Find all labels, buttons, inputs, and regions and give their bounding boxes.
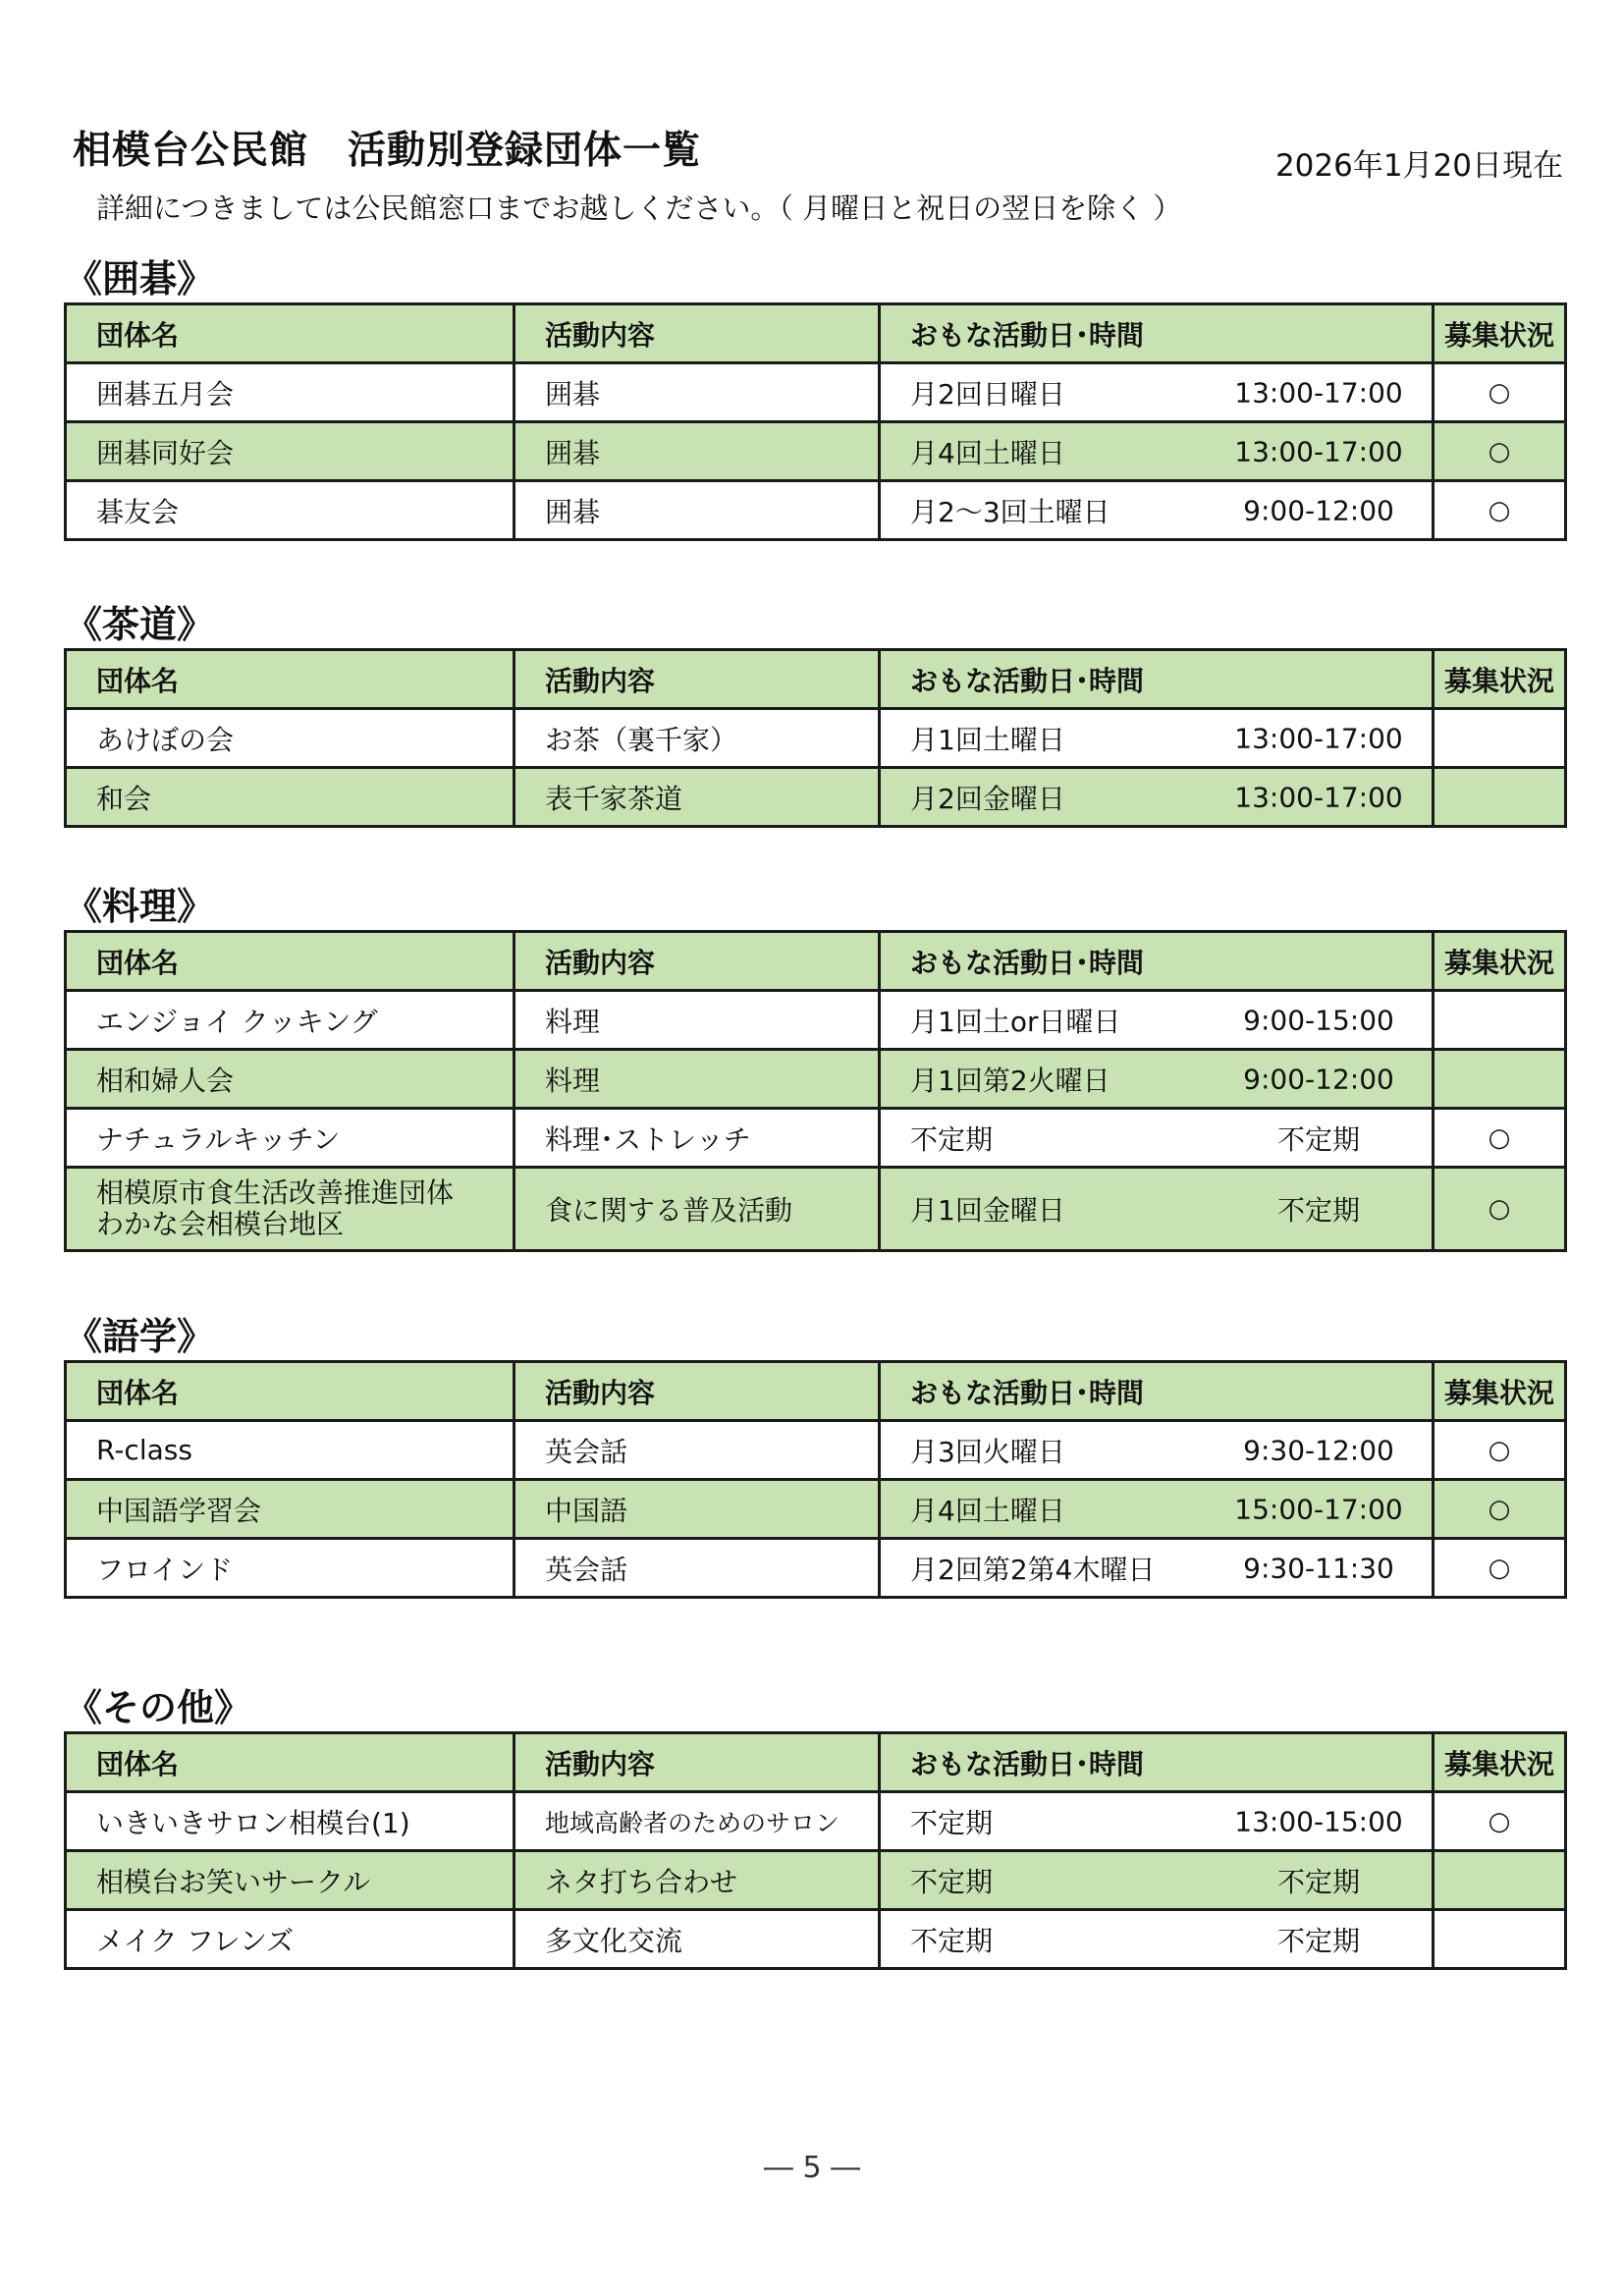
schedule-cell — [880, 1851, 1434, 1910]
schedule-time: 9:30-12:00 — [1243, 1434, 1394, 1466]
group-name: あけぼの会 — [66, 709, 514, 768]
group-name: 中国語学習会 — [66, 1480, 514, 1539]
schedule-cell — [880, 1050, 1434, 1109]
schedule-day: 月4回土曜日 — [910, 1494, 1065, 1527]
group-name: 相和婦人会 — [66, 1050, 514, 1109]
col-header-name: 団体名 — [66, 304, 514, 363]
recruit-status: ○ — [1434, 1480, 1566, 1539]
schedule-time: 13:00-15:00 — [1234, 1805, 1403, 1837]
table-row — [66, 1539, 1566, 1598]
table-row — [66, 1421, 1566, 1480]
group-name: R-class — [66, 1421, 514, 1480]
schedule-day: 不定期 — [910, 1806, 994, 1839]
activity-content: お茶（裏千家） — [514, 709, 880, 768]
schedule-day: 不定期 — [910, 1865, 994, 1898]
current-date: 2026年1月20日現在 — [1274, 148, 1563, 184]
table-row — [66, 1480, 1566, 1539]
activity-content: ネタ打ち合わせ — [514, 1851, 880, 1910]
table-row — [66, 1109, 1566, 1168]
group-name: メイク フレンズ — [66, 1910, 514, 1969]
activity-content: 地域高齢者のためのサロン — [514, 1792, 880, 1851]
recruit-status: ○ — [1434, 481, 1566, 540]
col-header-content: 活動内容 — [514, 1362, 880, 1421]
col-header-schedule: おもな活動日･時間 — [880, 650, 1434, 709]
schedule-cell — [880, 1109, 1434, 1168]
table-header-row — [66, 932, 1566, 991]
col-header-schedule: おもな活動日･時間 — [880, 1733, 1434, 1792]
group-name: ナチュラルキッチン — [66, 1109, 514, 1168]
col-header-status: 募集状況 — [1434, 1733, 1566, 1792]
schedule-cell — [880, 768, 1434, 827]
schedule-cell — [880, 363, 1434, 422]
group-name: 和会 — [66, 768, 514, 827]
table-go — [64, 302, 1567, 541]
group-name: 相模台お笑いサークル — [66, 1851, 514, 1910]
col-header-schedule: おもな活動日･時間 — [880, 1362, 1434, 1421]
table-language — [64, 1360, 1567, 1599]
recruit-status — [1434, 1050, 1566, 1109]
group-name: フロインド — [66, 1539, 514, 1598]
table-header-row — [66, 650, 1566, 709]
schedule-time: 9:00-12:00 — [1243, 1063, 1394, 1095]
schedule-cell — [880, 422, 1434, 481]
section-title-other: 《その他》 — [65, 1686, 252, 1729]
section-title-go: 《囲碁》 — [65, 257, 215, 301]
group-name: いきいきサロン相模台(1) — [66, 1792, 514, 1851]
recruit-status: ○ — [1434, 1421, 1566, 1480]
schedule-time: 15:00-17:00 — [1234, 1493, 1403, 1525]
activity-content: 英会話 — [514, 1539, 880, 1598]
table-row — [66, 1851, 1566, 1910]
schedule-day: 月4回土曜日 — [910, 436, 1065, 469]
section-title-tea: 《茶道》 — [65, 603, 215, 646]
schedule-cell — [880, 1539, 1434, 1598]
col-header-content: 活動内容 — [514, 932, 880, 991]
recruit-status — [1434, 991, 1566, 1050]
recruit-status — [1434, 709, 1566, 768]
recruit-status: ○ — [1434, 1539, 1566, 1598]
activity-content: 英会話 — [514, 1421, 880, 1480]
group-name-line: 相模原市食生活改善推進団体 — [96, 1176, 455, 1209]
col-header-name: 団体名 — [66, 1733, 514, 1792]
group-name-line: わかな会相模台地区 — [96, 1208, 345, 1240]
schedule-day: 月2回日曜日 — [910, 377, 1065, 410]
table-row — [66, 1792, 1566, 1851]
col-header-name: 団体名 — [66, 932, 514, 991]
table-row — [66, 422, 1566, 481]
activity-content: 囲碁 — [514, 422, 880, 481]
table-row — [66, 709, 1566, 768]
schedule-cell — [880, 1910, 1434, 1969]
page-subtitle: 詳細につきましては公民館窓口までお越しください。（ 月曜日と祝日の翌日を除く ） — [96, 191, 1182, 225]
schedule-cell — [880, 481, 1434, 540]
table-row — [66, 1910, 1566, 1969]
activity-content: 囲碁 — [514, 363, 880, 422]
schedule-cell — [880, 1480, 1434, 1539]
group-name: 碁友会 — [66, 481, 514, 540]
schedule-time: 13:00-17:00 — [1234, 722, 1403, 754]
table-other — [64, 1731, 1567, 1970]
activity-content: 料理･ストレッチ — [514, 1109, 880, 1168]
table-row — [66, 768, 1566, 827]
schedule-cell — [880, 709, 1434, 768]
group-name: エンジョイ クッキング — [66, 991, 514, 1050]
table-row — [66, 481, 1566, 540]
schedule-day: 月2～3回土曜日 — [910, 495, 1110, 528]
col-header-content: 活動内容 — [514, 650, 880, 709]
group-name — [66, 1168, 514, 1251]
table-row — [66, 363, 1566, 422]
section-title-language: 《語学》 — [65, 1315, 215, 1358]
col-header-schedule: おもな活動日･時間 — [880, 304, 1434, 363]
schedule-time: 不定期 — [1276, 1194, 1360, 1227]
activity-content: 料理 — [514, 991, 880, 1050]
page-title: 相模台公民館 活動別登録団体一覧 — [73, 129, 702, 173]
recruit-status: ○ — [1434, 1792, 1566, 1851]
schedule-day: 月2回第2第4木曜日 — [910, 1553, 1156, 1586]
schedule-time: 13:00-17:00 — [1234, 376, 1403, 409]
schedule-time: 9:00-12:00 — [1243, 494, 1394, 526]
schedule-time: 不定期 — [1276, 1122, 1360, 1156]
table-header-row — [66, 1733, 1566, 1792]
recruit-status: ○ — [1434, 1168, 1566, 1251]
schedule-time: 不定期 — [1276, 1924, 1360, 1957]
recruit-status: ○ — [1434, 422, 1566, 481]
recruit-status: ○ — [1434, 1109, 1566, 1168]
schedule-time: 不定期 — [1276, 1865, 1360, 1898]
schedule-day: 月1回土or日曜日 — [910, 1005, 1121, 1038]
schedule-cell — [880, 1421, 1434, 1480]
schedule-cell — [880, 1792, 1434, 1851]
activity-content: 料理 — [514, 1050, 880, 1109]
recruit-status: ○ — [1434, 363, 1566, 422]
activity-content: 囲碁 — [514, 481, 880, 540]
schedule-day: 月1回金曜日 — [910, 1194, 1065, 1227]
table-tea — [64, 648, 1567, 828]
group-name: 囲碁五月会 — [66, 363, 514, 422]
col-header-status: 募集状況 — [1434, 650, 1566, 709]
section-title-cooking: 《料理》 — [65, 885, 215, 928]
col-header-content: 活動内容 — [514, 304, 880, 363]
schedule-day: 月1回第2火曜日 — [910, 1064, 1110, 1097]
col-header-status: 募集状況 — [1434, 1362, 1566, 1421]
recruit-status — [1434, 1910, 1566, 1969]
schedule-time: 13:00-17:00 — [1234, 781, 1403, 813]
col-header-name: 団体名 — [66, 650, 514, 709]
col-header-schedule: おもな活動日･時間 — [880, 932, 1434, 991]
table-row — [66, 1168, 1566, 1251]
schedule-day: 月1回土曜日 — [910, 723, 1065, 756]
schedule-day: 月3回火曜日 — [910, 1435, 1065, 1468]
schedule-time: 9:00-15:00 — [1243, 1004, 1394, 1036]
schedule-cell — [880, 1168, 1434, 1251]
schedule-time: 9:30-11:30 — [1243, 1552, 1394, 1584]
table-cooking — [64, 930, 1567, 1252]
recruit-status — [1434, 768, 1566, 827]
schedule-time: 13:00-17:00 — [1234, 435, 1403, 467]
page-number: ― 5 ― — [763, 2151, 861, 2185]
schedule-day: 不定期 — [910, 1122, 994, 1156]
activity-content: 中国語 — [514, 1480, 880, 1539]
col-header-status: 募集状況 — [1434, 932, 1566, 991]
activity-content: 表千家茶道 — [514, 768, 880, 827]
table-row — [66, 991, 1566, 1050]
table-row — [66, 1050, 1566, 1109]
schedule-day: 月2回金曜日 — [910, 782, 1065, 815]
activity-content: 多文化交流 — [514, 1910, 880, 1969]
schedule-day: 不定期 — [910, 1924, 994, 1957]
schedule-cell — [880, 991, 1434, 1050]
table-header-row — [66, 1362, 1566, 1421]
activity-content: 食に関する普及活動 — [514, 1168, 880, 1251]
recruit-status — [1434, 1851, 1566, 1910]
col-header-name: 団体名 — [66, 1362, 514, 1421]
col-header-status: 募集状況 — [1434, 304, 1566, 363]
group-name: 囲碁同好会 — [66, 422, 514, 481]
col-header-content: 活動内容 — [514, 1733, 880, 1792]
table-header-row — [66, 304, 1566, 363]
